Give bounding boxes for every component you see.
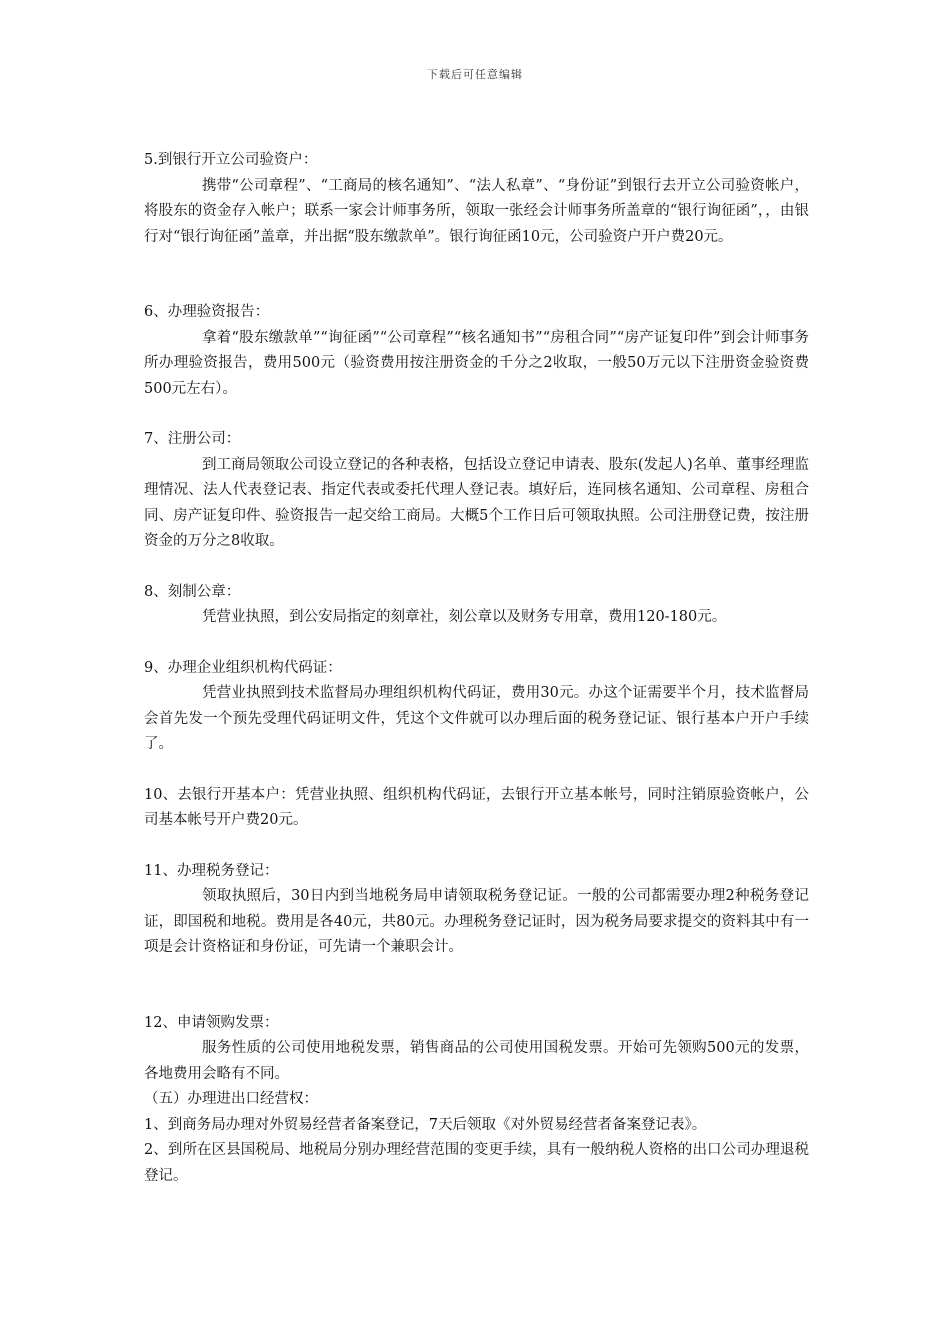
section-import-export — [144, 1087, 809, 1189]
section-body: 服务性质的公司使用地税发票，销售商品的公司使用国税发票。开始可先领购500元的发票，各地费用会略有不同。 — [144, 1040, 809, 1082]
section-line: 10、去银行开基本户：凭营业执照、组织机构代码证，去银行开立基本帐号，同时注销原验资帐户，公司基本帐号开户费20元。 — [144, 786, 809, 828]
document-body — [144, 148, 809, 1189]
section-body: 携带“公司章程”、“工商局的核名通知”、“法人私章”、“身份证”到银行去开立公司验资帐户，将股东的资金存入帐户；联系一家会计师事务所，领取一张经会计师事务所盖章的“银行询征函”，，由银行对“银行询征函”盖章，并出据“股东缴款单”。银行询征函10元，公司验资户开户费20元。 — [144, 177, 809, 245]
section-11 — [144, 859, 809, 961]
section-7 — [144, 427, 809, 555]
section-body: 拿着“股东缴款单”“询征函”“公司章程”“核名通知书”“房租合同”“房产证复印件”到会计师事务所办理验资报告，费用500元（验资费用按注册资金的千分之2收取，一般50万元以下注册资金验资费500元左右）。 — [144, 329, 809, 397]
section-title: 11、办理税务登记： — [144, 862, 279, 879]
section-body: 到工商局领取公司设立登记的各种表格，包括设立登记申请表、股东(发起人)名单、董事经理监理情况、法人代表登记表、指定代表或委托代理人登记表。填好后，连同核名通知、公司章程、房租合同、房产证复印件、验资报告一起交给工商局。大概5个工作日后可领取执照。公司注册登记费，按注册资金的万分之8收取。 — [144, 456, 809, 549]
section-10 — [144, 783, 809, 834]
section-body: 凭营业执照到技术监督局办理组织机构代码证，费用30元。办这个证需要半个月，技术监督局会首先发一个预先受理代码证明文件，凭这个文件就可以办理后面的税务登记证、银行基本户开户手续了。 — [144, 685, 809, 752]
section-body: 领取执照后，30日内到当地税务局申请领取税务登记证。一般的公司都需要办理2种税务登记证，即国税和地税。费用是各40元，共80元。办理税务登记证时，因为税务局要求提交的资料其中有一项是会计资格证和身份证，可先请一个兼职会计。 — [144, 888, 809, 955]
subsection-title: （五）办理进出口经营权： — [144, 1091, 318, 1107]
section-title: 6、办理验资报告： — [144, 304, 270, 320]
list-item: 2、到所在区县国税局、地税局分别办理经营范围的变更手续，具有一般纳税人资格的出口公司办理退税登记。 — [144, 1142, 809, 1184]
section-title: 7、注册公司： — [144, 431, 241, 447]
section-title: 9、办理企业组织机构代码证： — [144, 659, 342, 676]
list-item: 1、到商务局办理对外贸易经营者备案登记，7天后领取《对外贸易经营者备案登记表》。 — [144, 1116, 707, 1133]
section-5 — [144, 148, 809, 250]
section-title: 12、申请领购发票： — [144, 1014, 279, 1031]
section-9 — [144, 656, 809, 758]
section-title: 5.到银行开立公司验资户： — [144, 152, 318, 168]
section-title: 8、刻制公章： — [144, 583, 241, 600]
section-6 — [144, 300, 809, 402]
section-8 — [144, 580, 809, 631]
section-12 — [144, 1011, 809, 1088]
section-body: 凭营业执照，到公安局指定的刻章社，刻公章以及财务专用章，费用120-180元。 — [202, 609, 727, 625]
page-header: 下载后可任意编辑 — [427, 68, 523, 81]
